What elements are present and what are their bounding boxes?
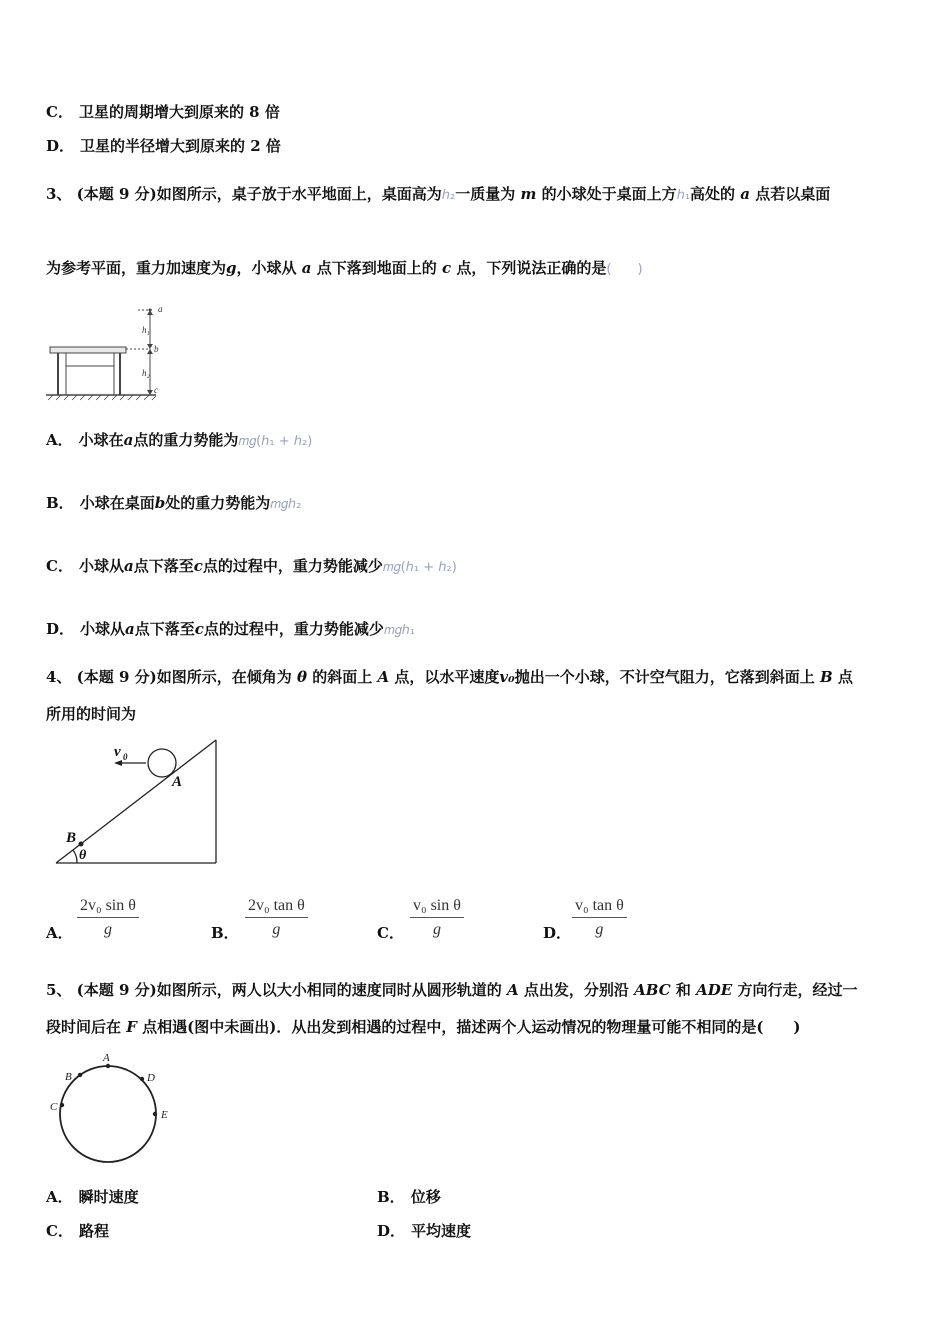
stem-text: 高处的 bbox=[690, 185, 736, 203]
var-a: a bbox=[123, 557, 134, 575]
var-ABC: ABC bbox=[634, 981, 671, 999]
q4-option-d[interactable] bbox=[543, 922, 571, 943]
option-label: D． bbox=[377, 1222, 406, 1240]
stem-text: 方向行走，经过一 bbox=[737, 981, 858, 999]
point-C-dot bbox=[60, 1103, 64, 1107]
q5-circle-figure bbox=[44, 1048, 184, 1172]
label-v-sub: 0 bbox=[123, 752, 128, 762]
formula-h2: ℎ₂ bbox=[441, 188, 456, 203]
var-A: A bbox=[507, 981, 519, 999]
answer-paren: ( ) bbox=[606, 262, 643, 277]
q3-stem-line1 bbox=[46, 184, 830, 206]
option-label: C． bbox=[46, 1222, 73, 1240]
option-text: 点下落至 bbox=[133, 557, 194, 575]
option-label: A． bbox=[46, 431, 73, 449]
stem-text: 点下落到地面上的 bbox=[316, 259, 437, 277]
option-text: 平均速度 bbox=[411, 1222, 472, 1240]
option-text: 点的过程中，重力势能减少 bbox=[203, 620, 384, 638]
q4-option-b[interactable] bbox=[211, 922, 239, 943]
option-label: C． bbox=[377, 924, 404, 942]
var-c: c bbox=[194, 620, 204, 638]
option-formula: 𝑚𝑔ℎ₁ bbox=[383, 623, 416, 638]
q2-option-d[interactable] bbox=[46, 136, 281, 156]
q4-incline-figure bbox=[50, 732, 230, 872]
question-score-tag: (本题 9 分) bbox=[76, 981, 157, 999]
stem-text: 抛出一个小球，不计空气阻力，它落到斜面上 bbox=[514, 668, 815, 686]
q3-stem-line2 bbox=[46, 258, 643, 280]
q4-option-a-formula bbox=[77, 897, 139, 939]
fraction-denominator: g bbox=[432, 921, 441, 938]
label-D: D bbox=[147, 1072, 155, 1084]
point-D-dot bbox=[140, 1077, 144, 1081]
q5-stem-line2 bbox=[46, 1017, 801, 1037]
label-A: A bbox=[172, 774, 183, 790]
stem-text: 点出发，分别沿 bbox=[523, 981, 629, 999]
label-a: a bbox=[158, 304, 163, 314]
stem-text: 点，下列说法正确的是 bbox=[456, 259, 607, 277]
fraction-numerator: v₀ sin θ bbox=[410, 897, 464, 918]
stem-text: 点，以水平速度 bbox=[394, 668, 500, 686]
option-text: 卫星的半径增大到原来的 2 倍 bbox=[80, 137, 281, 155]
fraction-numerator: v₀ tan θ bbox=[572, 897, 627, 918]
fraction-denominator: g bbox=[103, 921, 112, 938]
option-text: 小球在 bbox=[78, 431, 124, 449]
label-b: b bbox=[154, 344, 159, 354]
option-formula: 𝑚𝑔(ℎ₁ + ℎ₂) bbox=[382, 560, 457, 575]
option-label: D． bbox=[46, 620, 75, 638]
option-text: 小球在桌面 bbox=[79, 494, 155, 512]
option-label: D． bbox=[46, 137, 75, 155]
var-a: a bbox=[123, 431, 134, 449]
q3-table-figure bbox=[44, 300, 174, 410]
velocity-arrow-icon bbox=[114, 760, 122, 766]
var-ADE: ADE bbox=[696, 981, 733, 999]
q3-option-c[interactable] bbox=[46, 556, 457, 578]
var-a: a bbox=[125, 620, 135, 638]
stem-text: 的斜面上 bbox=[312, 668, 373, 686]
q5-stem-line1 bbox=[46, 980, 858, 1000]
var-a: a bbox=[740, 185, 751, 203]
option-label: B． bbox=[46, 494, 74, 512]
var-a: a bbox=[301, 259, 312, 277]
stem-text: ，小球从 bbox=[236, 259, 297, 277]
var-B: B bbox=[819, 668, 833, 686]
question-number: 5、 bbox=[46, 981, 72, 999]
fraction-numerator: 2v₀ sin θ bbox=[77, 897, 139, 918]
arrow-up-icon bbox=[147, 349, 153, 354]
option-text: 点的重力势能为 bbox=[133, 431, 239, 449]
label-c: c bbox=[154, 385, 158, 395]
question-number: 4、 bbox=[46, 668, 72, 686]
label-A: A bbox=[103, 1052, 110, 1064]
option-label: B． bbox=[377, 1188, 405, 1206]
point-b-dot bbox=[79, 842, 84, 847]
stem-text: 点若以桌面 bbox=[755, 185, 831, 203]
ball bbox=[148, 749, 176, 777]
formula-h1: ℎ₁ bbox=[676, 188, 691, 203]
fraction-denominator: g bbox=[595, 921, 604, 938]
option-text: 点下落至 bbox=[134, 620, 195, 638]
tabletop bbox=[50, 347, 126, 353]
q3-option-a[interactable] bbox=[46, 430, 312, 452]
var-v0: v₀ bbox=[499, 668, 515, 686]
q4-stem-line2 bbox=[46, 704, 136, 724]
label-h1: h₁ bbox=[142, 325, 150, 335]
option-text: 小球从 bbox=[80, 620, 126, 638]
stem-text: 如图所示，在倾角为 bbox=[156, 668, 292, 686]
option-text: 路程 bbox=[78, 1222, 109, 1240]
option-label: A． bbox=[46, 924, 73, 942]
point-A-dot bbox=[106, 1064, 110, 1068]
q4-option-c[interactable] bbox=[377, 922, 404, 943]
stem-text: 如图所示，两人以大小相同的速度同时从圆形轨道的 bbox=[156, 981, 502, 999]
label-v: v bbox=[114, 744, 121, 760]
var-F: F bbox=[126, 1018, 137, 1036]
q4-option-b-formula bbox=[245, 897, 308, 939]
option-formula: 𝑚𝑔(ℎ₁ + ℎ₂) bbox=[238, 434, 313, 449]
var-theta: θ bbox=[297, 668, 308, 686]
stem-text: 点 bbox=[837, 668, 853, 686]
q5-option-a[interactable] bbox=[46, 1186, 139, 1207]
label-E: E bbox=[161, 1109, 168, 1121]
q4-option-a[interactable] bbox=[46, 922, 73, 943]
var-g: g bbox=[226, 259, 237, 277]
stem-text: 和 bbox=[675, 981, 691, 999]
fraction-denominator: g bbox=[272, 921, 281, 938]
option-formula: 𝑚𝑔ℎ₂ bbox=[270, 497, 302, 512]
point-a-dot bbox=[149, 309, 152, 312]
q5-option-d[interactable] bbox=[377, 1220, 471, 1241]
stem-text: 段时间后在 bbox=[46, 1018, 122, 1036]
option-label: C． bbox=[46, 103, 73, 121]
option-text: 卫星的周期增大到原来的 8 倍 bbox=[78, 103, 280, 121]
option-text: 瞬时速度 bbox=[78, 1188, 139, 1206]
q3-option-b[interactable] bbox=[46, 493, 301, 515]
option-text: 处的重力势能为 bbox=[165, 494, 271, 512]
option-text: 位移 bbox=[410, 1188, 441, 1206]
q4-option-d-formula bbox=[572, 897, 627, 939]
q4-stem-line1 bbox=[46, 667, 853, 687]
fraction-numerator: 2v₀ tan θ bbox=[245, 897, 308, 918]
q2-option-c[interactable] bbox=[46, 102, 280, 122]
option-label: D． bbox=[543, 924, 572, 942]
stem-text: 点相遇(图中未画出)．从出发到相遇的过程中，描述两个人运动情况的物理量可能不相同的是( ) bbox=[142, 1018, 801, 1036]
q5-option-c[interactable] bbox=[46, 1220, 109, 1241]
question-number: 3、 bbox=[46, 185, 72, 203]
var-c: c bbox=[441, 259, 452, 277]
stem-text: 如图所示，桌子放于水平地面上，桌面高为 bbox=[156, 185, 442, 203]
stem-text: 的小球处于桌面上方 bbox=[541, 185, 677, 203]
label-h2: h₂ bbox=[142, 368, 150, 378]
option-text: 小球从 bbox=[78, 557, 124, 575]
stem-text: 为参考平面，重力加速度为 bbox=[46, 259, 227, 277]
stem-text: 一质量为 bbox=[455, 185, 516, 203]
point-E-dot bbox=[153, 1112, 157, 1116]
label-theta: θ bbox=[79, 848, 87, 863]
label-C: C bbox=[50, 1101, 58, 1113]
option-label: C． bbox=[46, 557, 73, 575]
label-B: B bbox=[66, 830, 77, 846]
q4-option-c-formula bbox=[410, 897, 464, 939]
q5-option-b[interactable] bbox=[377, 1186, 441, 1207]
question-score-tag: (本题 9 分) bbox=[76, 185, 157, 203]
label-B: B bbox=[65, 1071, 72, 1083]
stem-text: 所用的时间为 bbox=[46, 705, 137, 723]
option-label: B． bbox=[211, 924, 239, 942]
var-m: m bbox=[520, 185, 537, 203]
option-text: 点的过程中，重力势能减少 bbox=[202, 557, 383, 575]
q3-option-d[interactable] bbox=[46, 619, 415, 641]
arrow-down-icon bbox=[147, 344, 153, 349]
question-score-tag: (本题 9 分) bbox=[76, 668, 157, 686]
var-c: c bbox=[193, 557, 203, 575]
angle-arc bbox=[73, 850, 77, 863]
var-A: A bbox=[377, 668, 390, 686]
option-label: A． bbox=[46, 1188, 73, 1206]
var-b: b bbox=[154, 494, 166, 512]
point-B-dot bbox=[78, 1073, 82, 1077]
